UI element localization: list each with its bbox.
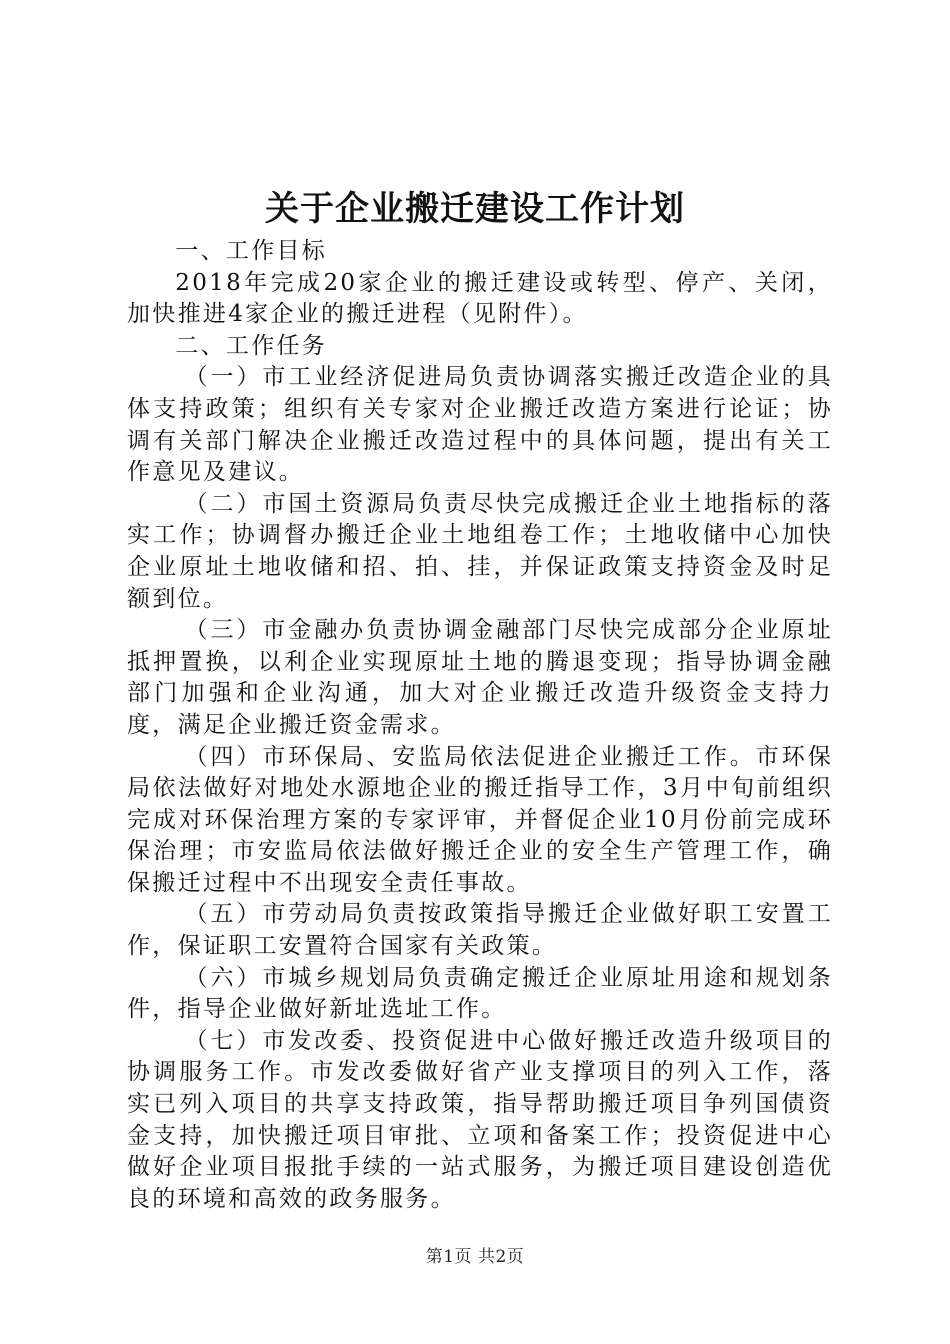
task-item-1: （一）市工业经济促进局负责协调落实搬迁改造企业的具体支持政策；组织有关专家对企业搬迁改造方案进行论证；协调有关部门解决企业搬迁改造过程中的具体问题，提出有关工作意见及建议。: [127, 364, 833, 486]
section-heading-goal: 一、工作目标: [175, 238, 328, 264]
paragraph-goal: 2018年完成20家企业的搬迁建设或转型、停产、关闭，加快推进4家企业的搬迁进程（见附件）。: [127, 269, 833, 328]
document-body: [127, 236, 833, 1215]
task-item-7: （七）市发改委、投资促进中心做好搬迁改造升级项目的协调服务工作。市发改委做好省产业支撑项目的列入工作，落实已列入项目的共享支持政策，指导帮助搬迁项目争列国债资金支持，加快搬迁项目审批、立项和备案工作；投资促进中心做好企业项目报批手续的一站式服务，为搬迁项目建设创造优良的环境和高效的政务服务。: [127, 1027, 833, 1212]
task-item-5: （五）市劳动局负责按政策指导搬迁企业做好职工安置工作，保证职工安置符合国家有关政策。: [127, 901, 833, 960]
page-number-footer: 第1页 共2页: [425, 1247, 525, 1267]
section-heading-tasks: 二、工作任务: [175, 332, 328, 359]
task-item-6: （六）市城乡规划局负责确定搬迁企业原址用途和规划条件，指导企业做好新址选址工作。: [127, 964, 833, 1023]
task-item-2: （二）市国土资源局负责尽快完成搬迁企业土地指标的落实工作；协调督办搬迁企业土地组卷工作；土地收储中心加快企业原址土地收储和招、拍、挂，并保证政策支持资金及时足额到位。: [127, 490, 833, 612]
task-item-3: （三）市金融办负责协调金融部门尽快完成部分企业原址抵押置换，以利企业实现原址土地的腾退变现；指导协调金融部门加强和企业沟通，加大对企业搬迁改造升级资金支持力度，满足企业搬迁资金需求。: [127, 617, 833, 738]
document-title: 关于企业搬迁建设工作计划: [265, 189, 685, 229]
task-item-4: （四）市环保局、安监局依法促进企业搬迁工作。市环保局依法做好对地处水源地企业的搬迁指导工作，3月中旬前组织完成对环保治理方案的专家评审，并督促企业10月份前完成环保治理；市安监局依法做好搬迁企业的安全生产管理工作，确保搬迁过程中不出现安全责任事故。: [127, 743, 833, 896]
